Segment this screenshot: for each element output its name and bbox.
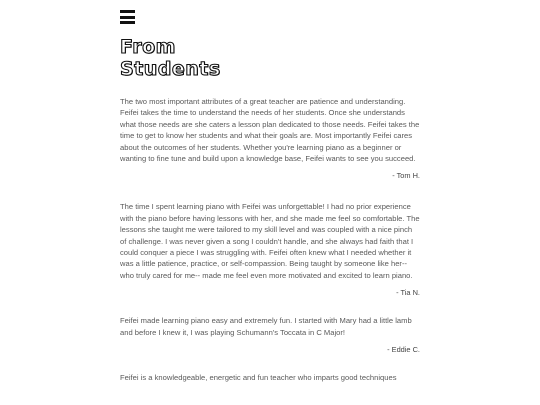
hamburger-menu-icon[interactable] <box>120 10 135 24</box>
page-title-line-1: From <box>120 36 176 58</box>
testimonial <box>120 96 420 181</box>
testimonial-author: - Tom H. <box>392 171 420 181</box>
testimonials-list <box>120 96 420 384</box>
menu-bar <box>120 16 135 19</box>
testimonial-quote: Feifei is a knowledgeable, energetic and fun teacher who imparts good techniques <box>120 373 397 383</box>
page-title <box>120 36 221 80</box>
testimonial-quote: Feifei made learning piano easy and extremely fun. I started with Mary had a little lamb and before I knew it, I was playing Schumann's Toccata in C Major! <box>120 316 412 337</box>
testimonial-quote: The two most important attributes of a great teacher are patience and understanding. Feifei takes the time to understand the needs of her students. Once she understands what those needs are she caters a lesson plan dedicated to those needs. Feifei takes the time to get to know her students and what their goals are. Most importantly Feifei cares about the outcomes of her students. Whether you're learning piano as a beginner or wanting to fine tune and build upon a knowledge base, Feifei wants to see you succeed. <box>120 97 420 164</box>
menu-bar <box>120 21 135 24</box>
testimonial <box>120 315 420 355</box>
menu-bar <box>120 10 135 13</box>
page-title-line-2: Students <box>120 58 221 80</box>
testimonial-author: - Tia N. <box>396 288 420 298</box>
testimonial-quote: The time I spent learning piano with Feifei was unforgettable! I had no prior experience with the piano before having lessons with her, and she made me feel so comfortable. The lessons she taught me were tailored to my skill level and was coupled with a nice pinch of challenge. I was never given a song I couldn't handle, and she always had faith that I could conquer a piece I was struggling with. Feifei often knew what I needed whether it was a little patience, practice, or self-compassion. Being taught by someone like her-- who truly cared for me-- made me feel even more motivated and excited to learn piano. <box>120 202 420 280</box>
testimonial-author: - Eddie C. <box>387 345 420 355</box>
testimonial <box>120 372 420 383</box>
testimonial <box>120 201 420 298</box>
